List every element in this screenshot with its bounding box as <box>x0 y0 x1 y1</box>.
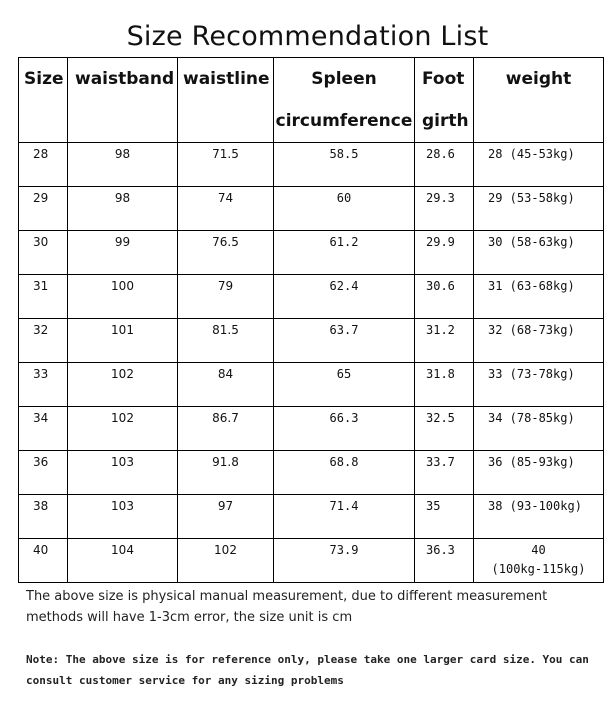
cell-size: 32 <box>19 319 68 363</box>
cell-weight: 36 (85-93kg) <box>474 451 604 495</box>
cell-waistline: 71.5 <box>178 143 274 187</box>
header-weight: weight <box>474 58 604 143</box>
cell-spleen-circumference: 62.4 <box>274 275 415 319</box>
cell-weight: 34 (78-85kg) <box>474 407 604 451</box>
cell-size: 36 <box>19 451 68 495</box>
cell-size: 28 <box>19 143 68 187</box>
cell-weight: 38 (93-100kg) <box>474 495 604 539</box>
cell-waistline: 79 <box>178 275 274 319</box>
cell-spleen-circumference: 73.9 <box>274 539 415 583</box>
cell-waistline: 86.7 <box>178 407 274 451</box>
cell-foot-girth: 30.6 <box>415 275 474 319</box>
cell-size: 33 <box>19 363 68 407</box>
cell-spleen-circumference: 66.3 <box>274 407 415 451</box>
reference-note: Note: The above size is for reference only, please take one larger card size. You can consult customer service for any sizing problems <box>26 653 589 687</box>
cell-foot-girth: 29.9 <box>415 231 474 275</box>
cell-weight: 40 (100kg-115kg) <box>474 539 604 583</box>
cell-waistband: 98 <box>68 143 178 187</box>
cell-foot-girth: 36.3 <box>415 539 474 583</box>
size-table <box>18 57 604 583</box>
cell-foot-girth: 28.6 <box>415 143 474 187</box>
cell-waistline: 76.5 <box>178 231 274 275</box>
cell-spleen-circumference: 61.2 <box>274 231 415 275</box>
table-row <box>19 407 604 451</box>
cell-size: 29 <box>19 187 68 231</box>
cell-waistband: 103 <box>68 495 178 539</box>
table-row <box>19 495 604 539</box>
cell-size: 40 <box>19 539 68 583</box>
cell-size: 30 <box>19 231 68 275</box>
cell-waistline: 102 <box>178 539 274 583</box>
table-row <box>19 231 604 275</box>
cell-foot-girth: 31.2 <box>415 319 474 363</box>
cell-waistband: 104 <box>68 539 178 583</box>
cell-waistline: 97 <box>178 495 274 539</box>
cell-waistband: 102 <box>68 407 178 451</box>
cell-waistline: 81.5 <box>178 319 274 363</box>
cell-foot-girth: 35 <box>415 495 474 539</box>
header-spleen-circumference: Spleen circumference <box>274 58 415 143</box>
cell-size: 34 <box>19 407 68 451</box>
cell-weight: 32 (68-73kg) <box>474 319 604 363</box>
cell-weight: 28 (45-53kg) <box>474 143 604 187</box>
table-row <box>19 319 604 363</box>
cell-size: 31 <box>19 275 68 319</box>
cell-spleen-circumference: 68.8 <box>274 451 415 495</box>
cell-foot-girth: 31.8 <box>415 363 474 407</box>
cell-waistline: 91.8 <box>178 451 274 495</box>
cell-waistband: 101 <box>68 319 178 363</box>
cell-waistband: 103 <box>68 451 178 495</box>
cell-weight: 29 (53-58kg) <box>474 187 604 231</box>
cell-waistband: 98 <box>68 187 178 231</box>
cell-foot-girth: 29.3 <box>415 187 474 231</box>
cell-foot-girth: 33.7 <box>415 451 474 495</box>
header-foot-girth: Foot girth <box>415 58 474 143</box>
measurement-note: The above size is physical manual measurement, due to different measurement methods will have 1-3cm error, the size unit is cm <box>26 589 548 625</box>
table-row <box>19 187 604 231</box>
cell-spleen-circumference: 58.5 <box>274 143 415 187</box>
cell-spleen-circumference: 71.4 <box>274 495 415 539</box>
cell-waistband: 100 <box>68 275 178 319</box>
table-row <box>19 539 604 583</box>
cell-waistline: 84 <box>178 363 274 407</box>
cell-spleen-circumference: 63.7 <box>274 319 415 363</box>
page-title: Size Recommendation List <box>126 21 489 52</box>
cell-spleen-circumference: 65 <box>274 363 415 407</box>
table-row <box>19 143 604 187</box>
cell-weight: 33 (73-78kg) <box>474 363 604 407</box>
cell-waistband: 102 <box>68 363 178 407</box>
cell-size: 38 <box>19 495 68 539</box>
table-row <box>19 363 604 407</box>
table-row <box>19 451 604 495</box>
cell-weight: 31 (63-68kg) <box>474 275 604 319</box>
cell-foot-girth: 32.5 <box>415 407 474 451</box>
header-waistline: waistline <box>178 58 274 143</box>
table-row <box>19 275 604 319</box>
cell-waistline: 74 <box>178 187 274 231</box>
cell-waistband: 99 <box>68 231 178 275</box>
cell-spleen-circumference: 60 <box>274 187 415 231</box>
table-header-row <box>19 58 604 143</box>
header-size: Size <box>19 58 68 143</box>
header-waistband: waistband <box>68 58 178 143</box>
cell-weight: 30 (58-63kg) <box>474 231 604 275</box>
